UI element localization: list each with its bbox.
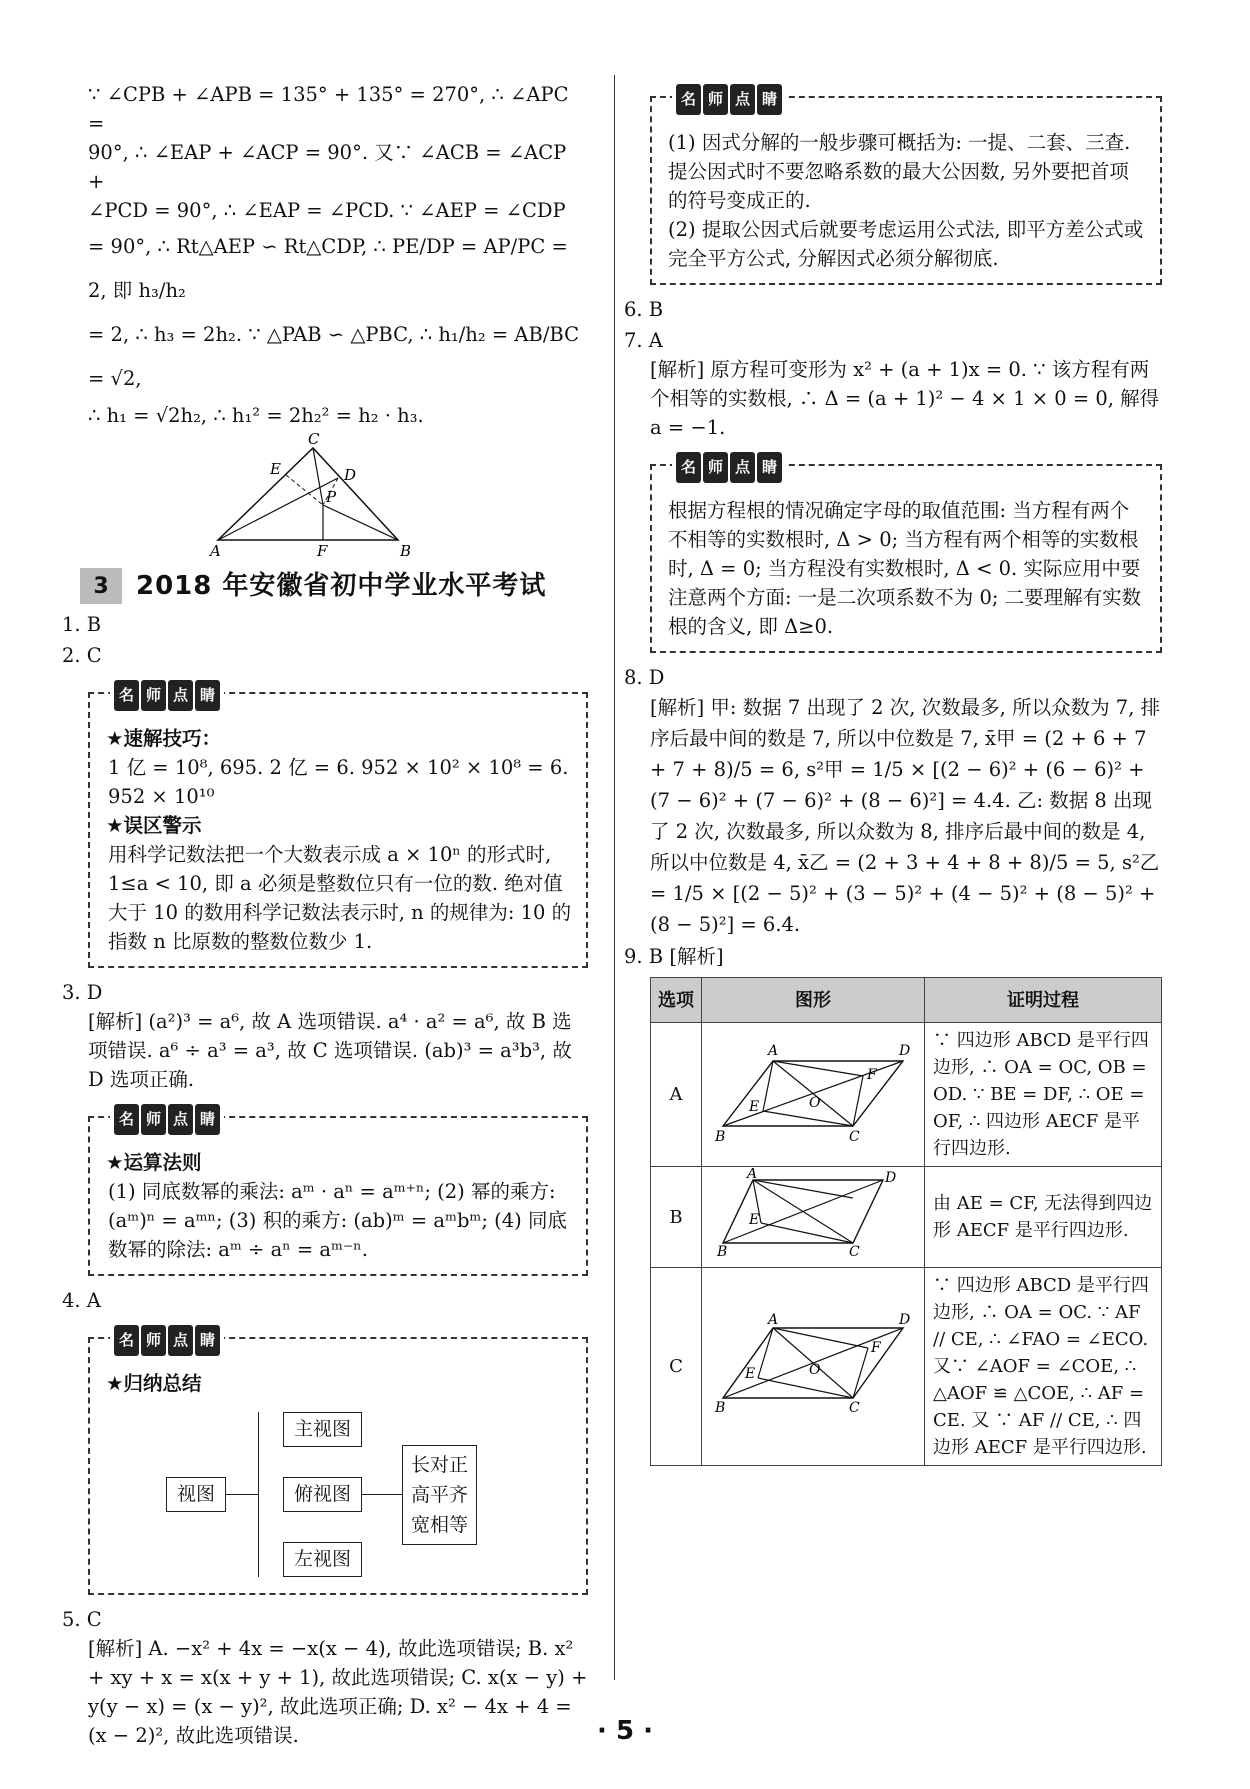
tip-text: (2) 提取公因式后就要考虑运用公式法, 即平方差公式或完全平方公式, 分解因式必须分解彻底. xyxy=(668,218,1144,270)
tip-text: 1 亿 = 10⁸, 695. 2 亿 = 6. 952 × 10² × 10⁸ = 6. 952 × 10¹⁰ xyxy=(108,756,569,808)
teacher-tip-box xyxy=(650,90,1162,285)
answer-9: 9. B [解析] xyxy=(624,945,724,968)
option-cell: B xyxy=(651,1167,702,1268)
answer-7: 7. A xyxy=(624,329,663,352)
column-divider xyxy=(614,75,615,1680)
tip-heading: ★速解技巧： xyxy=(106,727,221,750)
answer-5: 5. C xyxy=(62,1608,102,1631)
svg-text:E: E xyxy=(749,1212,760,1228)
tip-heading: ★误区警示 xyxy=(106,814,202,837)
proof-line: = 90°, ∴ Rt△AEP ∽ Rt△CDP, ∴ PE/DP = AP/PC = 2, 即 h₃/h₂ xyxy=(88,235,568,302)
svg-text:D: D xyxy=(899,1042,911,1059)
table-header: 选项 xyxy=(651,978,702,1023)
svg-text:E: E xyxy=(745,1365,756,1382)
tip-label: 名 师 点 睛 xyxy=(672,84,786,115)
proof-cell: ∵ 四边形 ABCD 是平行四边形, ∴ OA = OC. ∵ AF // CE, ∴ ∠FAO = ∠ECO. 又∵ ∠AOF = ∠COE, ∴ △AOF ≌ △COE, ∴ AF = CE. 又 ∵ AF // CE, ∴ 四边形 AECF 是平行四边形. xyxy=(925,1268,1162,1466)
teacher-tip-box xyxy=(88,686,588,968)
tip-text: 用科学记数法把一个大数表示成 a × 10ⁿ 的形式时, 1≤a < 10, 即 a 必须是整数位只有一位的数. 绝对值大于 10 的数用科学记数法表示时, n 的规律为: 10 的指数 n 比原数的整数位数少 1. xyxy=(108,843,572,953)
view-box-left: 左视图 xyxy=(283,1542,362,1577)
svg-text:F: F xyxy=(871,1339,881,1356)
table-header: 图形 xyxy=(702,978,925,1023)
table-row xyxy=(651,1268,1162,1466)
view-diagram xyxy=(166,1412,572,1577)
figure-cell xyxy=(702,1268,925,1466)
answer-2: 2. C xyxy=(62,644,102,667)
answer-7-text: [解析] 原方程可变形为 x² + (a + 1)x = 0. ∵ 该方程有两个相等的实数根, ∴ Δ = (a + 1)² − 4 × 1 × 0 = 0, 解得 a = −1. xyxy=(650,358,1160,439)
parallelogram-figure xyxy=(713,1031,913,1151)
svg-text:C: C xyxy=(849,1244,860,1258)
triangle-figure xyxy=(198,430,438,560)
svg-text:B: B xyxy=(715,1128,726,1145)
label-D: D xyxy=(344,466,357,484)
proof-line: ∵ ∠CPB + ∠APB = 135° + 135° = 270°, ∴ ∠APC = xyxy=(88,83,569,135)
label-E: E xyxy=(270,460,281,478)
tip-label: 名 师 点 睛 xyxy=(672,452,786,483)
table-row xyxy=(651,1167,1162,1268)
svg-text:F: F xyxy=(867,1066,877,1083)
svg-text:B: B xyxy=(715,1399,726,1416)
section-header xyxy=(80,568,588,604)
svg-text:D: D xyxy=(885,1170,897,1186)
option-cell: C xyxy=(651,1268,702,1466)
tip-heading: ★运算法则 xyxy=(106,1151,202,1174)
svg-text:B: B xyxy=(717,1244,728,1258)
teacher-tip-box xyxy=(88,1110,588,1276)
svg-text:D: D xyxy=(899,1311,911,1328)
proof-line: ∠PCD = 90°, ∴ ∠EAP = ∠PCD. ∵ ∠AEP = ∠CDP xyxy=(88,199,566,222)
parallelogram-figure xyxy=(713,1308,913,1418)
proof-line: = 2, ∴ h₃ = 2h₂. ∵ △PAB ∽ △PBC, ∴ h₁/h₂ = AB/BC = √2, xyxy=(88,323,580,390)
view-root-box: 视图 xyxy=(166,1477,226,1512)
option-cell: A xyxy=(651,1023,702,1167)
view-box-top: 俯视图 xyxy=(283,1477,362,1512)
label-A: A xyxy=(210,542,221,560)
answer-3-text: [解析] (a²)³ = a⁶, 故 A 选项错误. a⁴ · a² = a⁶, 故 B 选项错误. a⁶ ÷ a³ = a³, 故 C 选项错误. (ab)³ = a³b³, 故 D 选项正确. xyxy=(88,1010,572,1091)
answer-8-text: [解析] 甲: 数据 7 出现了 2 次, 次数最多, 所以众数为 7, 排序后最中间的数是 7, 所以中位数是 7, x̄甲 = (2 + 6 + 7 + 7 + 8)/5 = 6, s²甲 = 1/5 × [(2 − 6)² + (6 − 6)² + (7 − 6)² + (7 − 6)² + (8 − 6)²] = 4.4. 乙: 数据 8 出现了 2 次, 次数最多, 所以众数为 8, 排序后最中间的数是 4, 所以中位数是 4, x̄乙 = (2 + 3 + 4 + 8 + 8)/5 = 5, s²乙 = 1/5 × [(2 − 5)² + (3 − 5)² + (4 − 5)² + (8 − 5)² + (8 − 5)²] = 6.4. xyxy=(650,696,1161,936)
answer-3: 3. D xyxy=(62,981,103,1004)
svg-text:O: O xyxy=(809,1361,821,1378)
svg-text:O: O xyxy=(809,1094,821,1111)
answer-6: 6. B xyxy=(624,298,664,321)
proof-cell: 由 AE = CF, 无法得到四边形 AECF 是平行四边形. xyxy=(925,1167,1162,1268)
right-column xyxy=(624,80,1162,1466)
svg-text:A: A xyxy=(768,1042,779,1059)
tip-label: 名 师 点 睛 xyxy=(110,1325,224,1356)
svg-text:C: C xyxy=(849,1399,860,1416)
svg-text:A: A xyxy=(768,1311,779,1328)
figure-cell xyxy=(702,1167,925,1268)
table-row xyxy=(651,1023,1162,1167)
page-number: · 5 · xyxy=(597,1716,653,1746)
figure-cell xyxy=(702,1023,925,1167)
svg-text:E: E xyxy=(749,1098,760,1115)
proof-line: 90°, ∴ ∠EAP + ∠ACP = 90°. 又∵ ∠ACB = ∠ACP + xyxy=(88,141,567,193)
label-P: P xyxy=(326,488,337,506)
parallelogram-figure xyxy=(713,1168,913,1258)
label-B: B xyxy=(400,542,412,560)
proof-line: ∴ h₁ = √2h₂, ∴ h₁² = 2h₂² = h₂ · h₃. xyxy=(88,404,424,427)
tip-label: 名 师 点 睛 xyxy=(110,1104,224,1135)
teacher-tip-box xyxy=(88,1331,588,1595)
view-box-main: 主视图 xyxy=(283,1412,362,1447)
answer-1: 1. B xyxy=(62,613,102,636)
left-column xyxy=(62,80,588,1750)
view-rules-box: 长对正 高平齐 宽相等 xyxy=(402,1445,477,1545)
section-number: 3 xyxy=(80,568,122,604)
section-title: 2018 年安徽省初中学业水平考试 xyxy=(136,570,547,601)
label-F: F xyxy=(317,542,328,560)
teacher-tip-box xyxy=(650,458,1162,653)
tip-heading: ★归纳总结 xyxy=(106,1372,202,1395)
tip-text: (1) 因式分解的一般步骤可概括为: 一提、二套、三查. 提公因式时不要忽略系数的最大公因数, 另外要把首项的符号变成正的. xyxy=(668,131,1131,212)
tip-text: (1) 同底数幂的乘法: aᵐ · aⁿ = aᵐ⁺ⁿ; (2) 幂的乘方: (aᵐ)ⁿ = aᵐⁿ; (3) 积的乘方: (ab)ᵐ = aᵐbᵐ; (4) 同底数幂的除法: aᵐ ÷ aⁿ = aᵐ⁻ⁿ. xyxy=(108,1180,567,1261)
proof-cell: ∵ 四边形 ABCD 是平行四边形, ∴ OA = OC, OB = OD. ∵ BE = DF, ∴ OE = OF, ∴ 四边形 AECF 是平行四边形. xyxy=(925,1023,1162,1167)
tip-label: 名 师 点 睛 xyxy=(110,680,224,711)
table-header: 证明过程 xyxy=(925,978,1162,1023)
label-C: C xyxy=(308,430,320,448)
svg-text:A: A xyxy=(747,1168,758,1182)
answer-8: 8. D xyxy=(624,666,665,689)
svg-text:C: C xyxy=(849,1128,860,1145)
tip-text: 根据方程根的情况确定字母的取值范围: 当方程有两个不相等的实数根时, Δ > 0; 当方程有两个相等的实数根时, Δ = 0; 当方程没有实数根时, Δ < 0. 实际应用中要注意两个方面: 一是二次项系数不为 0; 二要理解有实数根的含义, 即 Δ≥0. xyxy=(668,499,1142,638)
answer-5-text: [解析] A. −x² + 4x = −x(x − 4), 故此选项错误; B. x² + xy + x = x(x + y + 1), 故此选项错误; C. x(x − y) + y(y − x) = (x − y)², 故此选项正确; D. x² − 4x + 4 = (x − 2)², 故此选项错误. xyxy=(88,1637,588,1747)
options-table xyxy=(650,977,1162,1466)
answer-4: 4. A xyxy=(62,1289,101,1312)
